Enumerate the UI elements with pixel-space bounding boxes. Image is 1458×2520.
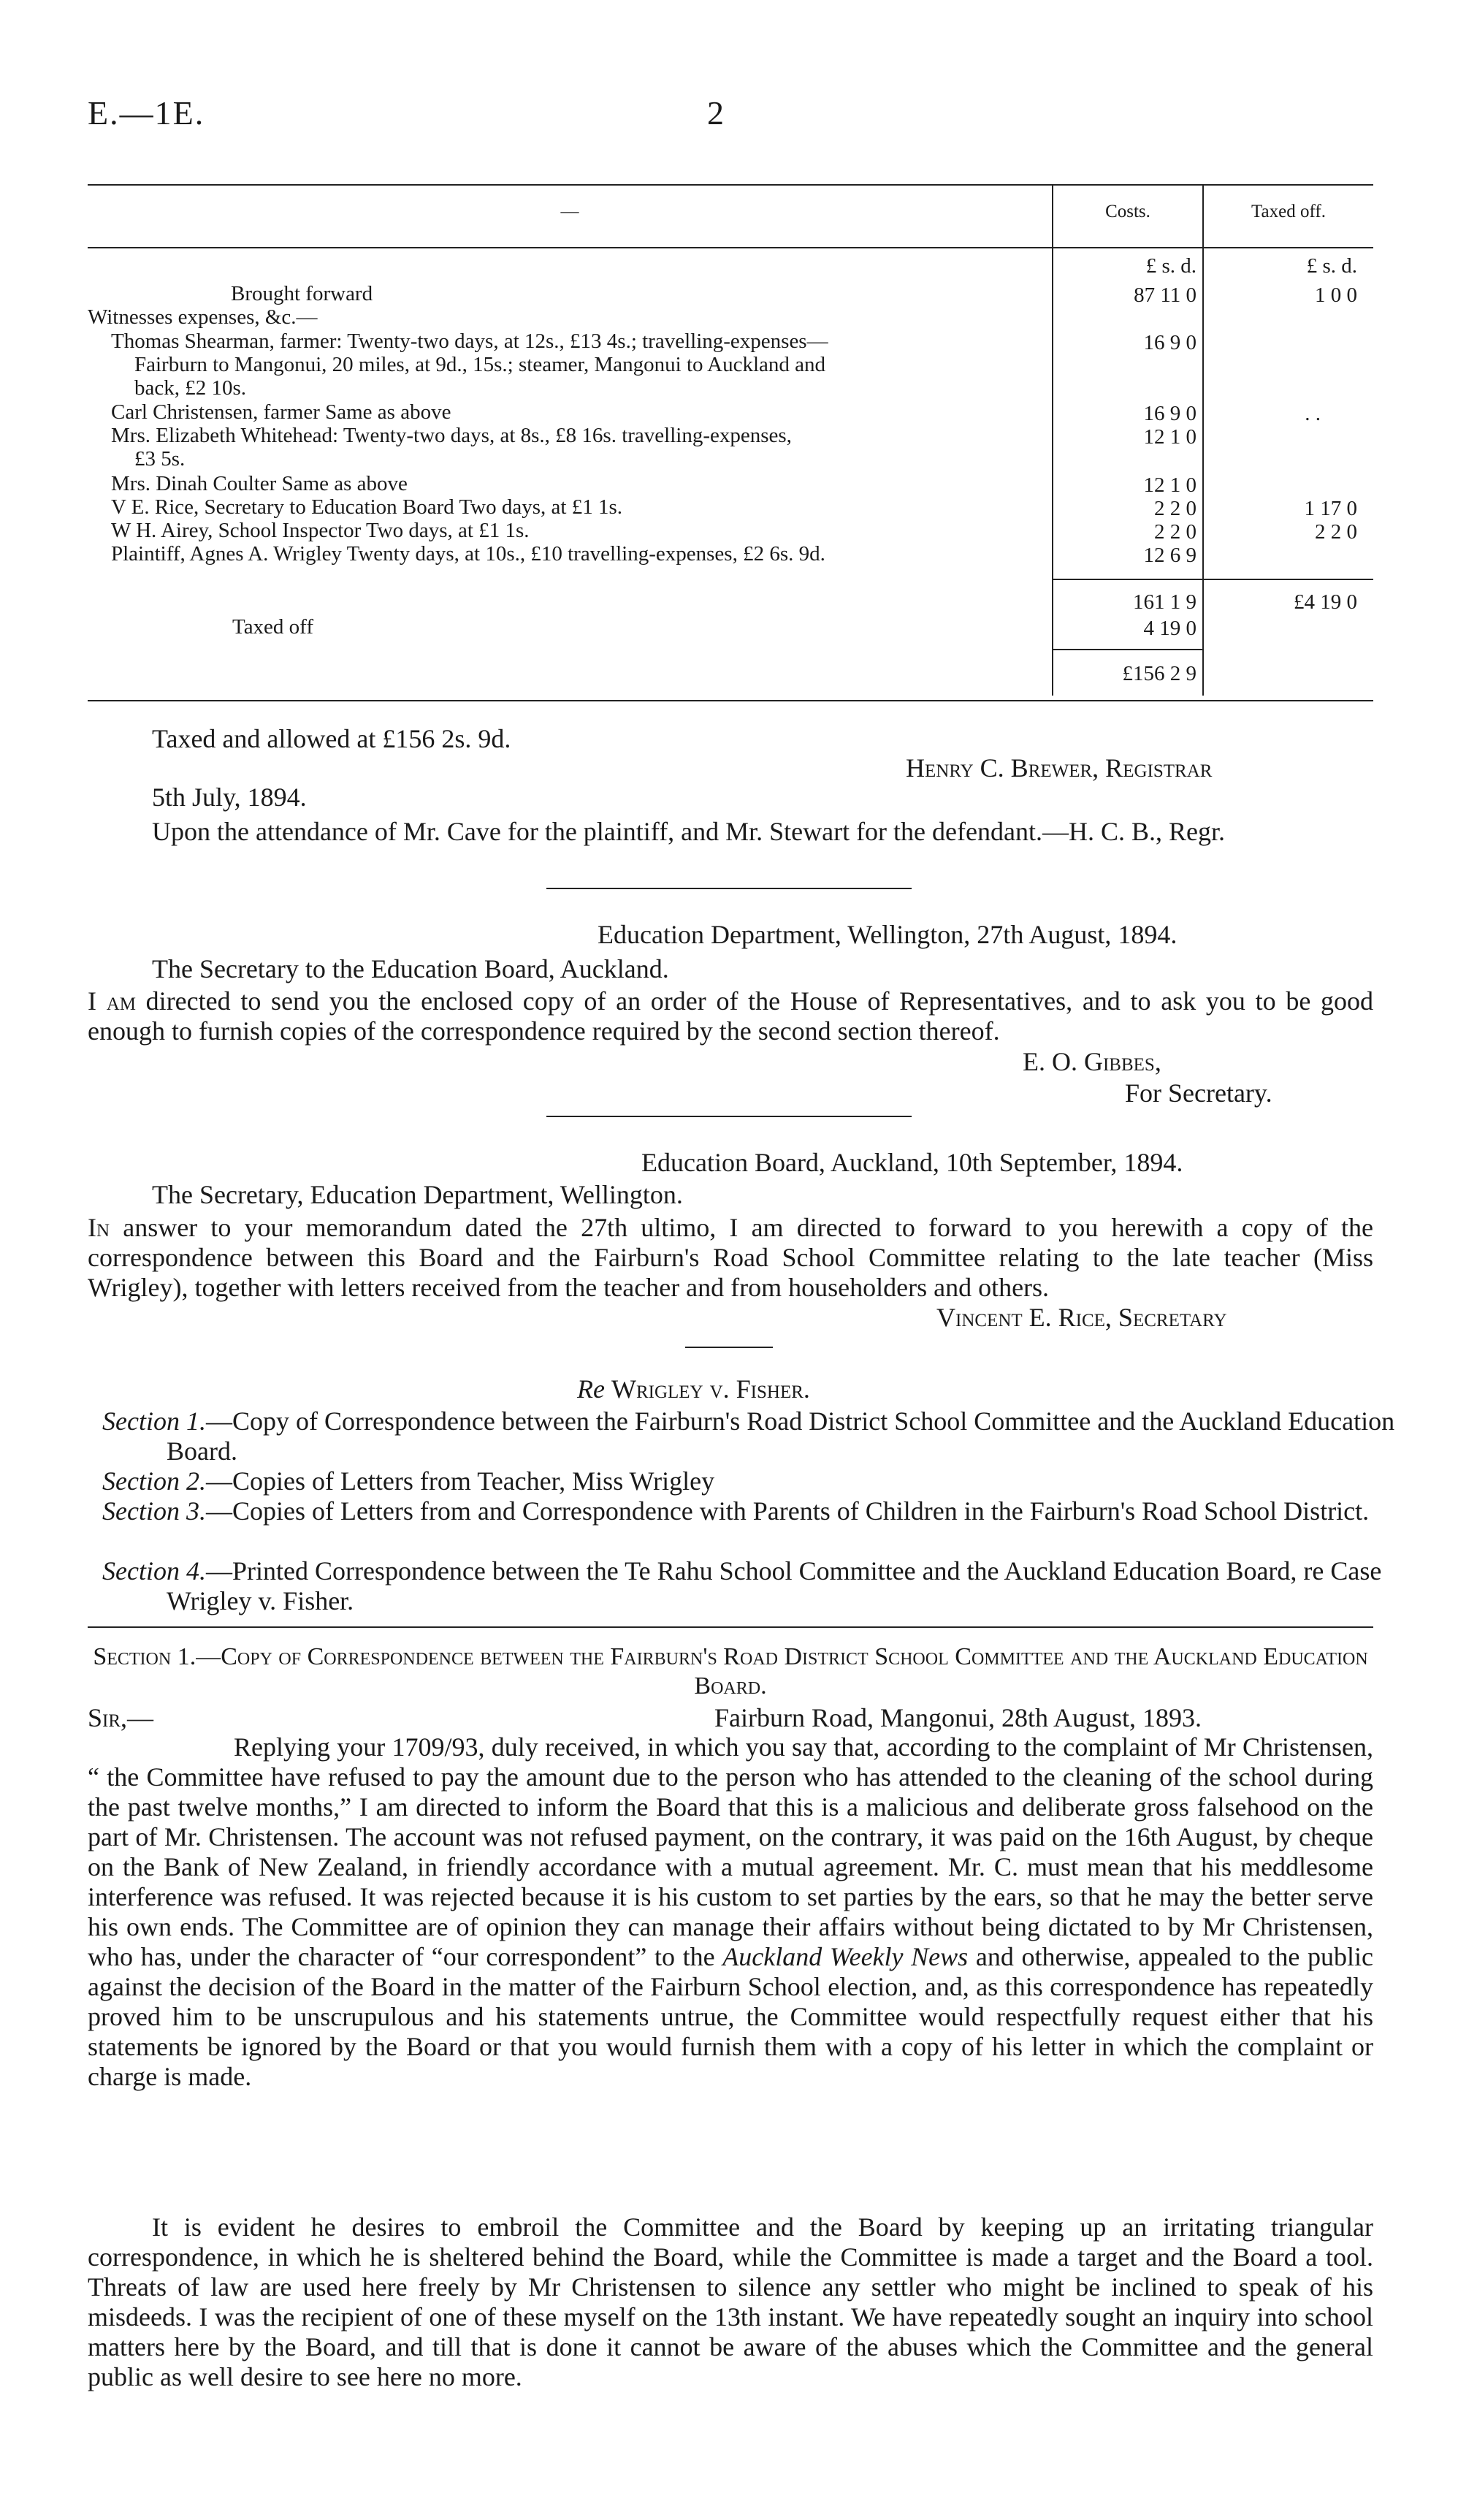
letter1-body: [88, 986, 1373, 1046]
letter2-addressee: The Secretary, Education Department, Wellington.: [152, 1180, 683, 1209]
section-text: —Copy of Correspondence between the Fairburn's Road District School Committee and the Auckland Education Board.: [167, 1406, 1395, 1466]
letter1-signer-title: For Secretary.: [1125, 1078, 1272, 1108]
table-header-rule: [88, 247, 1373, 248]
letter3-paragraph-2: It is evident he desires to embroil the Committee and the Board by keeping up an irritating triangular correspondence, in which he is sheltered behind the Board, while the Committee is made a target and the Board a tool. Threats of law are used here freely by Mr Christensen to silence any settler who might be inclined to speak of his misdeeds. I was the recipient of one of these myself on the 13th instant. We have repeatedly sought an inquiry into school matters here by the Board, and till that is done it cannot be aware of the abuses which the Committee and the general public as well desire to see here no more.: [88, 2212, 1373, 2391]
table-row-text: back, £2 10s.: [134, 376, 247, 400]
short-divider-rule: [685, 1347, 773, 1348]
case-title-re: Re: [577, 1374, 605, 1404]
letter1-first-word: I am: [88, 986, 136, 1016]
table-row-text: £3 5s.: [134, 447, 186, 471]
table-row-text: Witnesses expenses, &c.—: [88, 305, 318, 329]
table-row-taxed: 1 0 0: [1315, 283, 1357, 307]
section-list-item: [102, 1496, 1438, 1526]
table-row-cost: 12 1 0: [1143, 425, 1196, 449]
section-label: Section 1.: [102, 1406, 206, 1436]
table-row-cost: 12 1 0: [1143, 473, 1196, 497]
section-text: —Copies of Letters from and Correspondence with Parents of Children in the Fairburn's Road School District.: [205, 1496, 1370, 1526]
section-label: Section 4.: [102, 1556, 206, 1586]
table-row-text: Fairburn to Mangonui, 20 miles, at 9d., 15s.; steamer, Mangonui to Auckland and: [134, 353, 826, 376]
divider-rule: [546, 1116, 912, 1117]
letter1-dateline: Education Department, Wellington, 27th August, 1894.: [598, 920, 1178, 949]
section-label: Section 2.: [102, 1466, 206, 1496]
letter3-dateline: Fairburn Road, Mangonui, 28th August, 1893.: [714, 1703, 1202, 1732]
letter3-para1-text: Replying your 1709/93, duly received, in which you say that, according to the complaint of Mr Christensen, “ the Committee have refused to pay the amount due to the person who has attended to the cleaning of the school during the past twelve months,” I am directed to inform the Board that this is a malicious and deliberate gross falsehood on the part of Mr. Christensen. The account was not refused payment, on the contrary, it was paid on the 16th August, by cheque on the Bank of New Zealand, in friendly accordance with a mutual agreement. Mr. C. must mean that his meddlesome interference was refused. It was rejected because it is his custom to set parties by the ears, so that he may the better serve his own ends. The Committee are of opinion they can manage their affairs without being dictated to by Mr Christensen, who has, under the character of “our correspondent” to the: [88, 1732, 1373, 1971]
section1-heading: Section 1.—Copy of Correspondence between the Fairburn's Road District School Committee and the Auckland Education Board.: [93, 1643, 1368, 1699]
letter3-paragraph-1: [88, 1732, 1373, 2092]
table-row-text: Carl Christensen, farmer Same as above: [111, 400, 451, 424]
allowed-date: 5th July, 1894.: [152, 783, 307, 812]
table-row-cost: 16 9 0: [1143, 331, 1196, 354]
letter2-signer: Vincent E. Rice, Secretary: [936, 1303, 1227, 1332]
taxed-off-cost: 4 19 0: [1143, 617, 1196, 640]
taxed-units: £ s. d.: [1306, 254, 1357, 278]
table-bottom-rule: [88, 700, 1373, 701]
table-row-text: V E. Rice, Secretary to Education Board Two days, at £1 1s.: [111, 495, 622, 519]
desc-column-header: —: [560, 202, 579, 221]
table-row-cost: 2 2 0: [1154, 497, 1196, 520]
section-text: —Copies of Letters from Teacher, Miss Wrigley: [205, 1466, 715, 1496]
table-row-cost: 16 9 0: [1143, 402, 1196, 425]
total-cost: £156 2 9: [1122, 662, 1196, 685]
section-label: Section 3.: [102, 1496, 206, 1526]
table-row-taxed: . .: [1305, 402, 1321, 425]
letter2-body-text: answer to your memorandum dated the 27th ultimo, I am directed to forward to you herewith a copy of the correspondence between this Board and the Fairburn's Road School Committee relating to the late teacher (Miss Wrigley), together with letters received from the teacher and from householders and others.: [88, 1213, 1373, 1302]
section-divider-rule: [88, 1626, 1373, 1628]
subtotal-taxed: £4 19 0: [1294, 590, 1357, 614]
letter2-body: [88, 1213, 1373, 1303]
table-row-taxed: 2 2 0: [1315, 520, 1357, 544]
letter2-dateline: Education Board, Auckland, 10th September, 1894.: [641, 1148, 1183, 1177]
table-row-text: Brought forward: [231, 282, 373, 305]
taxed-off-label: Taxed off: [232, 615, 313, 639]
letter2-first-word: In: [88, 1213, 110, 1242]
costs-column-header: Costs.: [1105, 202, 1150, 221]
table-row-text: Thomas Shearman, farmer: Twenty-two days, at 12s., £13 4s.; travelling-expenses—: [111, 330, 828, 353]
table-row-text: Plaintiff, Agnes A. Wrigley Twenty days, at 10s., £10 travelling-expenses, £2 6s. 9d.: [111, 542, 825, 566]
section-text: —Printed Correspondence between the Te Rahu School Committee and the Auckland Education Board, re Case Wrigley v. Fisher.: [167, 1556, 1382, 1615]
taxed-allowed-line: Taxed and allowed at £156 2s. 9d.: [152, 724, 511, 753]
section-list-item: [102, 1406, 1438, 1466]
table-row-text: Mrs. Elizabeth Whitehead: Twenty-two days, at 8s., £8 16s. travelling-expenses,: [111, 424, 792, 447]
case-title: [577, 1374, 810, 1404]
letter3-salutation: Sir,—: [88, 1703, 154, 1732]
document-reference: E.—1E.: [88, 94, 205, 132]
costs-units: £ s. d.: [1145, 254, 1196, 278]
letter1-signer: E. O. Gibbes,: [1023, 1047, 1161, 1076]
registrar-signature: Henry C. Brewer, Registrar: [906, 753, 1213, 783]
section-list-item: [102, 1556, 1438, 1616]
taxed-column-header: Taxed off.: [1251, 202, 1326, 221]
table-row-cost: 2 2 0: [1154, 520, 1196, 544]
letter3-para1-end: and otherwise, appealed to the public against the decision of the Board in the matter of the Fairburn School election, and, as this correspondence has repeatedly proved him to be unscrupulous and his statements untrue, the Committee would respectfully request either that his statements be ignored by the Board or that you would furnish them with a copy of his letter in which the complaint or charge is made.: [88, 1942, 1373, 2091]
divider-rule: [546, 888, 912, 889]
table-row-cost: 12 6 9: [1143, 544, 1196, 567]
section-list-item: [102, 1466, 1438, 1496]
table-row-cost: 87 11 0: [1134, 283, 1196, 307]
total-rule: [1052, 649, 1202, 650]
letter1-addressee: The Secretary to the Education Board, Auckland.: [152, 954, 669, 983]
letter1-body-text: directed to send you the enclosed copy of an order of the House of Representatives, and to ask you to be good enough to furnish copies of the correspondence required by the second section thereof.: [88, 986, 1373, 1046]
table-row-taxed: 1 17 0: [1304, 497, 1357, 520]
subtotal-rule: [1052, 579, 1373, 580]
newspaper-name: Auckland Weekly News: [722, 1942, 969, 1971]
table-row-text: Mrs. Dinah Coulter Same as above: [111, 472, 408, 495]
case-title-parties: Wrigley v. Fisher.: [611, 1374, 810, 1404]
page-number: 2: [707, 94, 724, 132]
subtotal-cost: 161 1 9: [1133, 590, 1196, 614]
table-top-rule: [88, 184, 1373, 186]
attendance-paragraph: Upon the attendance of Mr. Cave for the plaintiff, and Mr. Stewart for the defendant.—H. C. B., Regr.: [152, 817, 1225, 846]
table-row-text: W H. Airey, School Inspector Two days, at £1 1s.: [111, 519, 530, 542]
